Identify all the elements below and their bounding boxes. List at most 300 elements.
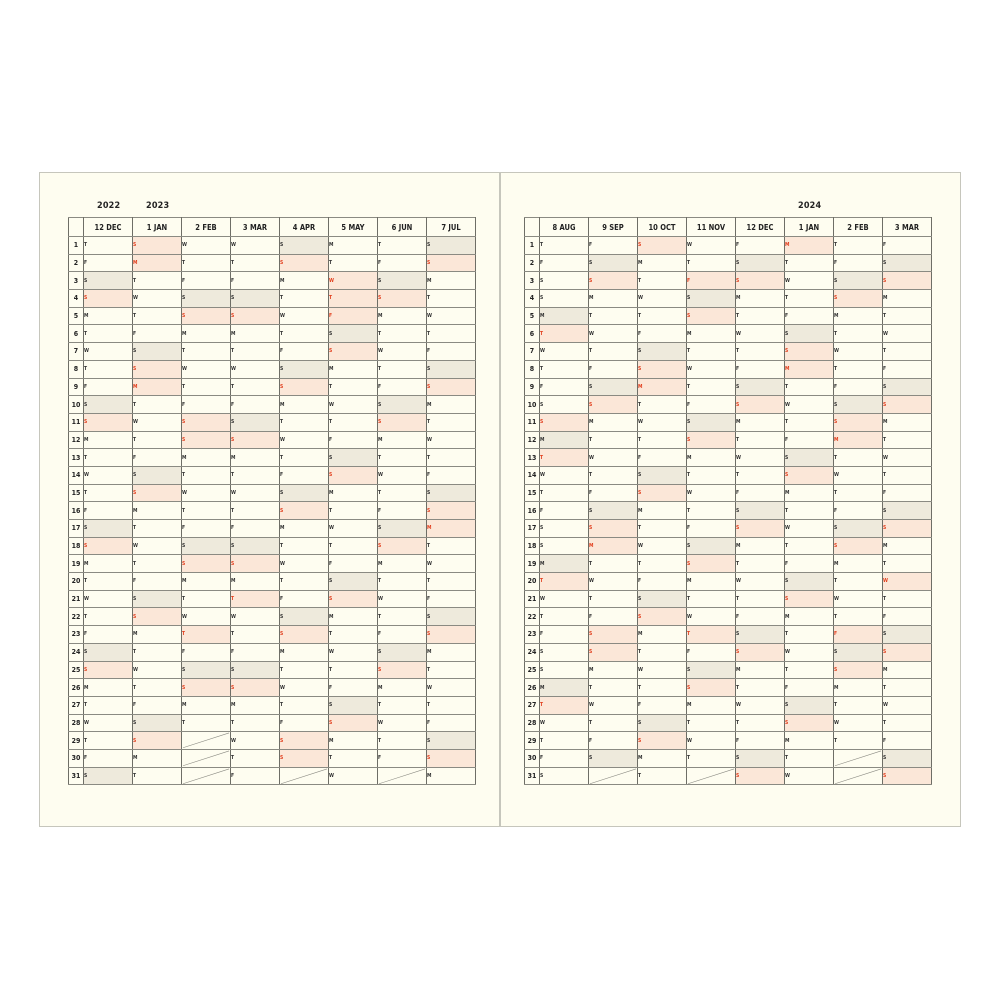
day-cell[interactable]: W [133, 537, 182, 555]
day-cell[interactable]: S [883, 626, 932, 644]
day-cell[interactable]: F [785, 307, 834, 325]
day-cell[interactable]: M [540, 431, 589, 449]
day-cell[interactable]: T [133, 396, 182, 414]
day-cell[interactable]: S [378, 396, 427, 414]
day-cell[interactable]: F [883, 360, 932, 378]
day-cell[interactable]: F [329, 431, 378, 449]
day-cell[interactable]: S [84, 396, 133, 414]
day-cell[interactable]: M [834, 307, 883, 325]
day-cell[interactable]: T [427, 290, 476, 308]
day-cell[interactable]: T [883, 555, 932, 573]
day-cell[interactable]: S [834, 396, 883, 414]
day-cell[interactable]: T [540, 360, 589, 378]
day-cell[interactable]: F [638, 449, 687, 467]
day-cell[interactable]: W [280, 555, 329, 573]
day-cell[interactable]: T [133, 555, 182, 573]
day-cell[interactable]: T [638, 307, 687, 325]
day-cell[interactable]: W [84, 590, 133, 608]
day-cell[interactable]: S [427, 608, 476, 626]
day-cell[interactable]: W [687, 732, 736, 750]
day-cell[interactable]: T [427, 537, 476, 555]
day-cell[interactable]: T [280, 290, 329, 308]
day-cell[interactable]: S [182, 307, 231, 325]
day-cell[interactable]: W [883, 696, 932, 714]
day-cell[interactable]: S [329, 714, 378, 732]
day-cell[interactable]: M [231, 696, 280, 714]
day-cell[interactable]: F [378, 378, 427, 396]
day-cell[interactable]: M [280, 520, 329, 538]
day-cell[interactable]: S [834, 537, 883, 555]
day-cell[interactable]: M [638, 502, 687, 520]
day-cell[interactable]: W [329, 643, 378, 661]
day-cell[interactable]: F [736, 237, 785, 255]
day-cell[interactable]: S [736, 749, 785, 767]
day-cell[interactable]: S [378, 290, 427, 308]
day-cell[interactable]: S [883, 254, 932, 272]
day-cell[interactable]: S [687, 661, 736, 679]
day-cell[interactable]: F [834, 502, 883, 520]
day-cell[interactable]: T [736, 590, 785, 608]
day-cell[interactable]: F [785, 555, 834, 573]
day-cell[interactable]: M [540, 555, 589, 573]
day-cell[interactable]: T [540, 608, 589, 626]
day-cell[interactable]: T [133, 767, 182, 785]
day-cell[interactable]: T [378, 449, 427, 467]
day-cell[interactable]: M [427, 767, 476, 785]
day-cell[interactable]: F [589, 484, 638, 502]
day-cell[interactable]: T [834, 237, 883, 255]
day-cell[interactable]: W [329, 272, 378, 290]
day-cell[interactable]: F [84, 502, 133, 520]
day-cell[interactable]: W [540, 590, 589, 608]
day-cell[interactable]: S [231, 431, 280, 449]
day-cell[interactable]: M [883, 290, 932, 308]
day-cell[interactable]: F [84, 626, 133, 644]
day-cell[interactable]: T [785, 749, 834, 767]
day-cell[interactable]: T [378, 325, 427, 343]
day-cell[interactable]: W [329, 396, 378, 414]
day-cell[interactable]: W [785, 272, 834, 290]
day-cell[interactable]: S [589, 749, 638, 767]
day-cell[interactable]: T [638, 431, 687, 449]
day-cell[interactable]: S [785, 449, 834, 467]
day-cell[interactable]: W [883, 449, 932, 467]
day-cell[interactable]: T [736, 466, 785, 484]
day-cell[interactable]: F [231, 643, 280, 661]
day-cell[interactable]: S [280, 608, 329, 626]
day-cell[interactable]: S [540, 643, 589, 661]
day-cell[interactable]: S [638, 466, 687, 484]
day-cell[interactable]: T [736, 431, 785, 449]
day-cell[interactable]: S [834, 290, 883, 308]
day-cell[interactable]: T [378, 484, 427, 502]
day-cell[interactable]: F [182, 272, 231, 290]
day-cell[interactable]: W [329, 767, 378, 785]
day-cell[interactable]: W [427, 555, 476, 573]
day-cell[interactable]: M [378, 431, 427, 449]
day-cell[interactable]: T [378, 608, 427, 626]
day-cell[interactable]: T [736, 343, 785, 361]
day-cell[interactable]: S [589, 378, 638, 396]
day-cell[interactable]: W [378, 590, 427, 608]
day-cell[interactable]: F [378, 254, 427, 272]
day-cell[interactable]: S [378, 661, 427, 679]
day-cell[interactable]: T [231, 590, 280, 608]
day-cell[interactable]: T [687, 502, 736, 520]
day-cell[interactable]: W [638, 413, 687, 431]
day-cell[interactable]: S [540, 767, 589, 785]
day-cell[interactable]: T [280, 449, 329, 467]
day-cell[interactable]: W [84, 466, 133, 484]
day-cell[interactable]: W [687, 237, 736, 255]
day-cell[interactable]: S [589, 520, 638, 538]
day-cell[interactable]: M [540, 307, 589, 325]
day-cell[interactable]: T [231, 343, 280, 361]
day-cell[interactable]: W [736, 573, 785, 591]
day-cell[interactable]: T [84, 573, 133, 591]
day-cell[interactable]: M [133, 254, 182, 272]
day-cell[interactable]: F [687, 272, 736, 290]
day-cell[interactable]: T [834, 325, 883, 343]
day-cell[interactable]: M [329, 608, 378, 626]
day-cell[interactable]: M [785, 237, 834, 255]
day-cell[interactable]: F [540, 254, 589, 272]
day-cell[interactable]: S [834, 643, 883, 661]
day-cell[interactable]: F [834, 254, 883, 272]
day-cell[interactable]: T [427, 449, 476, 467]
day-cell[interactable]: T [427, 413, 476, 431]
day-cell[interactable]: M [638, 254, 687, 272]
day-cell[interactable]: S [280, 254, 329, 272]
day-cell[interactable]: W [687, 608, 736, 626]
day-cell[interactable]: T [231, 378, 280, 396]
day-cell[interactable]: M [378, 679, 427, 697]
day-cell[interactable]: S [834, 272, 883, 290]
day-cell[interactable]: W [84, 714, 133, 732]
day-cell[interactable]: M [84, 431, 133, 449]
day-cell[interactable]: M [182, 573, 231, 591]
day-cell[interactable]: F [133, 449, 182, 467]
day-cell[interactable]: M [834, 431, 883, 449]
day-cell[interactable]: M [883, 537, 932, 555]
day-cell[interactable]: T [883, 590, 932, 608]
day-cell[interactable]: F [540, 502, 589, 520]
day-cell[interactable]: W [231, 608, 280, 626]
day-cell[interactable]: W [280, 679, 329, 697]
day-cell[interactable]: T [182, 466, 231, 484]
day-cell[interactable]: S [589, 643, 638, 661]
day-cell[interactable]: T [231, 626, 280, 644]
day-cell[interactable]: W [834, 343, 883, 361]
day-cell[interactable]: T [638, 396, 687, 414]
day-cell[interactable]: T [589, 714, 638, 732]
day-cell[interactable]: S [540, 520, 589, 538]
day-cell[interactable]: W [231, 237, 280, 255]
day-cell[interactable]: M [834, 555, 883, 573]
day-cell[interactable]: W [736, 325, 785, 343]
day-cell[interactable]: T [280, 413, 329, 431]
day-cell[interactable]: W [589, 573, 638, 591]
day-cell[interactable]: F [231, 767, 280, 785]
day-cell[interactable]: W [378, 714, 427, 732]
day-cell[interactable]: S [427, 237, 476, 255]
day-cell[interactable]: M [589, 661, 638, 679]
day-cell[interactable]: T [84, 360, 133, 378]
day-cell[interactable]: W [182, 237, 231, 255]
day-cell[interactable]: S [785, 573, 834, 591]
day-cell[interactable]: S [427, 626, 476, 644]
day-cell[interactable]: S [427, 378, 476, 396]
day-cell[interactable]: S [84, 643, 133, 661]
day-cell[interactable]: T [687, 343, 736, 361]
day-cell[interactable]: T [378, 732, 427, 750]
day-cell[interactable]: T [638, 643, 687, 661]
day-cell[interactable]: W [231, 732, 280, 750]
day-cell[interactable]: M [427, 272, 476, 290]
day-cell[interactable]: T [133, 307, 182, 325]
day-cell[interactable]: S [638, 714, 687, 732]
day-cell[interactable]: S [687, 679, 736, 697]
day-cell[interactable]: S [736, 378, 785, 396]
day-cell[interactable]: T [834, 449, 883, 467]
day-cell[interactable]: T [883, 679, 932, 697]
day-cell[interactable]: F [589, 732, 638, 750]
day-cell[interactable]: T [687, 749, 736, 767]
day-cell[interactable]: T [834, 732, 883, 750]
day-cell[interactable]: M [329, 732, 378, 750]
day-cell[interactable]: T [638, 679, 687, 697]
day-cell[interactable]: S [736, 254, 785, 272]
day-cell[interactable]: T [540, 696, 589, 714]
day-cell[interactable]: F [280, 714, 329, 732]
day-cell[interactable]: T [182, 626, 231, 644]
day-cell[interactable]: F [427, 590, 476, 608]
day-cell[interactable]: T [589, 307, 638, 325]
day-cell[interactable]: M [736, 661, 785, 679]
day-cell[interactable]: T [540, 573, 589, 591]
day-cell[interactable]: S [427, 254, 476, 272]
day-cell[interactable]: S [280, 502, 329, 520]
day-cell[interactable]: T [834, 360, 883, 378]
day-cell[interactable]: T [687, 466, 736, 484]
day-cell[interactable]: M [687, 325, 736, 343]
day-cell[interactable]: S [589, 272, 638, 290]
day-cell[interactable]: F [133, 573, 182, 591]
day-cell[interactable]: S [834, 661, 883, 679]
day-cell[interactable]: T [785, 413, 834, 431]
day-cell[interactable]: F [883, 732, 932, 750]
day-cell[interactable]: S [785, 325, 834, 343]
day-cell[interactable]: F [378, 502, 427, 520]
day-cell[interactable]: S [883, 396, 932, 414]
day-cell[interactable]: S [231, 661, 280, 679]
day-cell[interactable]: S [231, 555, 280, 573]
day-cell[interactable]: F [883, 484, 932, 502]
day-cell[interactable]: S [785, 696, 834, 714]
day-cell[interactable]: T [280, 537, 329, 555]
day-cell[interactable]: T [133, 679, 182, 697]
day-cell[interactable]: S [736, 767, 785, 785]
day-cell[interactable]: M [280, 643, 329, 661]
day-cell[interactable]: T [883, 714, 932, 732]
day-cell[interactable]: S [427, 749, 476, 767]
day-cell[interactable]: T [638, 555, 687, 573]
day-cell[interactable]: S [231, 679, 280, 697]
day-cell[interactable]: W [231, 484, 280, 502]
day-cell[interactable]: M [378, 307, 427, 325]
day-cell[interactable]: T [834, 484, 883, 502]
day-cell[interactable]: T [540, 237, 589, 255]
day-cell[interactable]: T [687, 714, 736, 732]
day-cell[interactable]: M [84, 555, 133, 573]
day-cell[interactable]: M [638, 626, 687, 644]
day-cell[interactable]: S [329, 449, 378, 467]
day-cell[interactable]: T [785, 661, 834, 679]
day-cell[interactable]: T [736, 714, 785, 732]
day-cell[interactable]: S [540, 537, 589, 555]
day-cell[interactable]: T [589, 679, 638, 697]
day-cell[interactable]: S [785, 590, 834, 608]
day-cell[interactable]: S [329, 343, 378, 361]
day-cell[interactable]: F [883, 237, 932, 255]
day-cell[interactable]: F [231, 520, 280, 538]
day-cell[interactable]: S [133, 466, 182, 484]
day-cell[interactable]: T [883, 431, 932, 449]
day-cell[interactable]: S [182, 555, 231, 573]
day-cell[interactable]: S [687, 307, 736, 325]
day-cell[interactable]: S [280, 749, 329, 767]
day-cell[interactable]: S [687, 555, 736, 573]
day-cell[interactable]: M [687, 449, 736, 467]
day-cell[interactable]: F [427, 343, 476, 361]
day-cell[interactable]: S [736, 272, 785, 290]
day-cell[interactable]: F [736, 360, 785, 378]
day-cell[interactable]: F [638, 696, 687, 714]
day-cell[interactable]: S [736, 626, 785, 644]
day-cell[interactable]: S [638, 343, 687, 361]
day-cell[interactable]: M [182, 449, 231, 467]
day-cell[interactable]: M [427, 520, 476, 538]
day-cell[interactable]: T [834, 608, 883, 626]
day-cell[interactable]: S [231, 307, 280, 325]
day-cell[interactable]: M [736, 537, 785, 555]
day-cell[interactable]: T [84, 325, 133, 343]
day-cell[interactable]: M [427, 643, 476, 661]
day-cell[interactable]: T [182, 714, 231, 732]
day-cell[interactable]: W [638, 290, 687, 308]
day-cell[interactable]: M [329, 484, 378, 502]
day-cell[interactable]: M [133, 626, 182, 644]
day-cell[interactable]: W [785, 643, 834, 661]
day-cell[interactable]: S [329, 696, 378, 714]
day-cell[interactable]: T [182, 254, 231, 272]
day-cell[interactable]: T [182, 378, 231, 396]
day-cell[interactable]: T [133, 643, 182, 661]
day-cell[interactable]: S [638, 732, 687, 750]
day-cell[interactable]: F [231, 396, 280, 414]
day-cell[interactable]: W [133, 661, 182, 679]
day-cell[interactable]: W [785, 767, 834, 785]
day-cell[interactable]: S [427, 502, 476, 520]
day-cell[interactable]: S [883, 749, 932, 767]
day-cell[interactable]: T [687, 254, 736, 272]
day-cell[interactable]: T [329, 502, 378, 520]
day-cell[interactable]: M [231, 573, 280, 591]
day-cell[interactable]: S [329, 325, 378, 343]
day-cell[interactable]: F [329, 307, 378, 325]
day-cell[interactable]: M [638, 378, 687, 396]
day-cell[interactable]: F [736, 484, 785, 502]
day-cell[interactable]: M [785, 732, 834, 750]
day-cell[interactable]: W [133, 413, 182, 431]
day-cell[interactable]: T [329, 290, 378, 308]
day-cell[interactable]: W [638, 661, 687, 679]
day-cell[interactable]: F [687, 520, 736, 538]
day-cell[interactable]: S [280, 360, 329, 378]
day-cell[interactable]: W [834, 590, 883, 608]
day-cell[interactable]: F [589, 360, 638, 378]
day-cell[interactable]: S [785, 714, 834, 732]
day-cell[interactable]: T [736, 307, 785, 325]
day-cell[interactable]: M [329, 237, 378, 255]
day-cell[interactable]: T [427, 661, 476, 679]
day-cell[interactable]: S [834, 520, 883, 538]
day-cell[interactable]: S [589, 626, 638, 644]
day-cell[interactable]: S [84, 537, 133, 555]
day-cell[interactable]: S [589, 396, 638, 414]
day-cell[interactable]: S [687, 537, 736, 555]
day-cell[interactable]: S [231, 290, 280, 308]
day-cell[interactable]: M [182, 696, 231, 714]
day-cell[interactable]: T [329, 661, 378, 679]
day-cell[interactable]: S [427, 732, 476, 750]
day-cell[interactable]: F [834, 626, 883, 644]
day-cell[interactable]: M [133, 378, 182, 396]
day-cell[interactable]: T [785, 502, 834, 520]
day-cell[interactable]: F [427, 714, 476, 732]
day-cell[interactable]: T [638, 767, 687, 785]
day-cell[interactable]: W [834, 466, 883, 484]
day-cell[interactable]: T [378, 696, 427, 714]
day-cell[interactable]: F [378, 626, 427, 644]
day-cell[interactable]: T [427, 325, 476, 343]
day-cell[interactable]: S [280, 484, 329, 502]
day-cell[interactable]: F [834, 378, 883, 396]
day-cell[interactable]: F [589, 237, 638, 255]
day-cell[interactable]: W [84, 343, 133, 361]
day-cell[interactable]: S [540, 396, 589, 414]
day-cell[interactable]: T [84, 449, 133, 467]
day-cell[interactable]: T [84, 237, 133, 255]
day-cell[interactable]: F [638, 573, 687, 591]
day-cell[interactable]: M [329, 360, 378, 378]
day-cell[interactable]: S [785, 466, 834, 484]
day-cell[interactable]: T [427, 696, 476, 714]
day-cell[interactable]: T [540, 732, 589, 750]
day-cell[interactable]: W [638, 537, 687, 555]
day-cell[interactable]: M [84, 679, 133, 697]
day-cell[interactable]: M [834, 679, 883, 697]
day-cell[interactable]: S [182, 290, 231, 308]
day-cell[interactable]: W [589, 449, 638, 467]
day-cell[interactable]: W [736, 696, 785, 714]
day-cell[interactable]: S [427, 360, 476, 378]
day-cell[interactable]: S [589, 254, 638, 272]
day-cell[interactable]: S [378, 643, 427, 661]
day-cell[interactable]: W [883, 325, 932, 343]
day-cell[interactable]: S [84, 290, 133, 308]
day-cell[interactable]: T [785, 537, 834, 555]
